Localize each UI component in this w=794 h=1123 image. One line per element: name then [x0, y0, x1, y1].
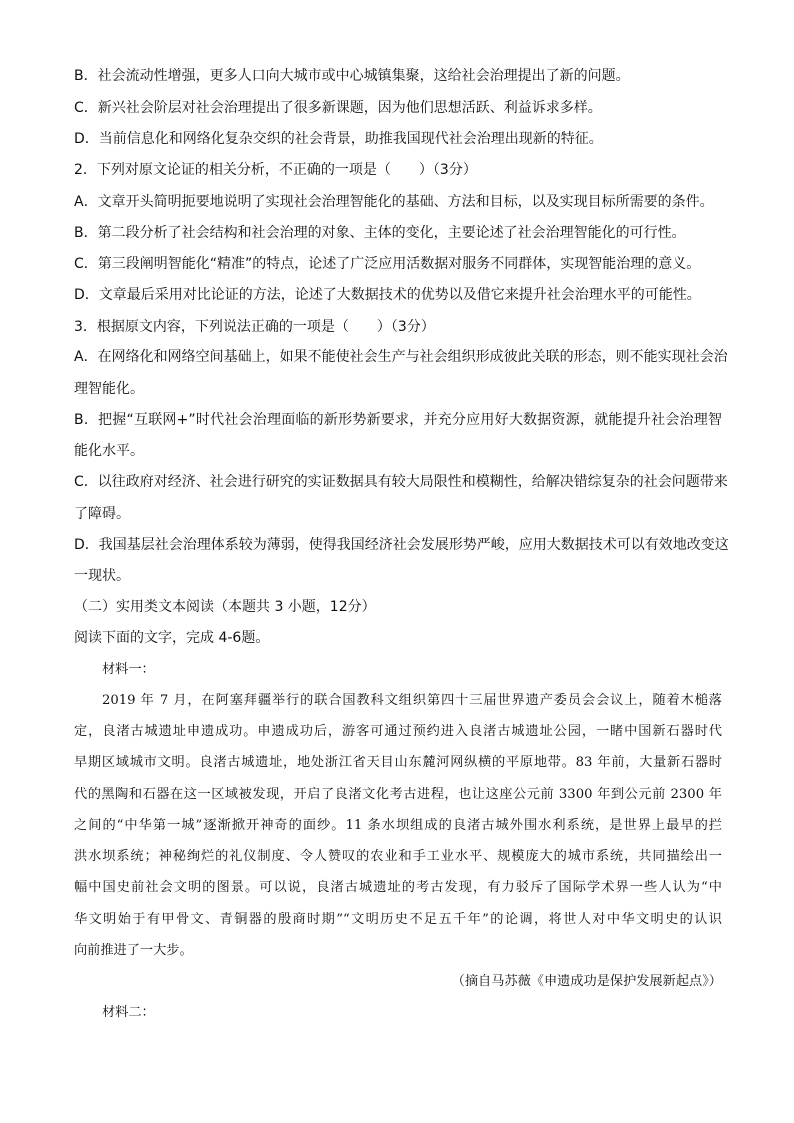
q3-option-c-line1: C．以往政府对经济、社会进行研究的实证数据具有较大局限性和模糊性，给解决错综复杂的社会问题带来 [74, 474, 728, 490]
material1-line: 华文明始于有甲骨文、青铜器的殷商时期”“文明历史不足五千年”的论调，将世人对中华文明史的认识 [74, 912, 722, 927]
reading-instruction: 阅读下面的文字，完成 4-6题。 [74, 630, 270, 646]
material1-source: （摘自马苏薇《申遗成功是保护发展新起点》） [451, 974, 722, 989]
material1-line: 之间的“中华第一城”逐渐掀开神奇的面纱。11 条水坝组成的良渚古城外围水利系统，是世界上最早的拦 [74, 818, 722, 833]
material1-label: 材料一： [102, 662, 155, 677]
material1-line: 向前推进了一大步。 [74, 943, 193, 958]
q3-option-d-line1: D．我国基层社会治理体系较为薄弱，使得我国经济社会发展形势严峻，应用大数据技术可以有效地改变这 [74, 537, 729, 553]
material1-line: 定，良渚古城遗址申遗成功。申遗成功后，游客可通过预约进入良渚古城遗址公园，一睹中国新石器时代 [74, 724, 722, 739]
q1-option-d: D．当前信息化和网络化复杂交织的社会背景，助推我国现代社会治理出现新的特征。 [74, 131, 603, 147]
q2-option-a: A．文章开头简明扼要地说明了实现社会治理智能化的基础、方法和目标，以及实现目标所需要的条件。 [74, 194, 714, 210]
q2-option-c: C．第三段阐明智能化“精准”的特点，论述了广泛应用活数据对服务不同群体，实现智能治理的意义。 [74, 256, 701, 272]
material1-line: 代的黑陶和石器在这一区域被发现，开启了良渚文化考古进程，也让这座公元前 3300 年到公元前 2300 年 [74, 787, 722, 802]
material1-line: 洪水坝系统；神秘绚烂的礼仪制度、令人赞叹的农业和手工业水平、规模庞大的城市系统，共同描绘出一 [74, 849, 722, 864]
q3-option-a-line2: 理智能化。 [74, 381, 144, 397]
material1-line: 2019 年 7 月，在阿塞拜疆举行的联合国教科文组织第四十三届世界遗产委员会会议上，随着木槌落 [102, 693, 722, 708]
section-heading: （二）实用类文本阅读（本题共 3 小题，12分） [74, 599, 376, 615]
q3-option-b-line1: B．把握“互联网+”时代社会治理面临的新形势新要求，并充分应用好大数据资源，就能提升社会治理智 [74, 412, 722, 428]
q2-option-b: B．第二段分析了社会结构和社会治理的对象、主体的变化，主要论述了社会治理智能化的可行性。 [74, 225, 686, 241]
q2-option-d: D．文章最后采用对比论证的方法，论述了大数据技术的优势以及借它来提升社会治理水平的可能性。 [74, 287, 701, 303]
material1-line: 幅中国史前社会文明的图景。可以说，良渚古城遗址的考古发现，有力驳斥了国际学术界一些人认为“中 [74, 880, 722, 895]
q1-option-b: B．社会流动性增强，更多人口向大城市或中心城镇集聚，这给社会治理提出了新的问题。 [74, 68, 630, 84]
q2-stem: 2．下列对原文论证的相关分析，不正确的一项是（ ）（3分） [74, 162, 477, 178]
q3-stem: 3．根据原文内容，下列说法正确的一项是（ ）（3分） [74, 319, 435, 335]
material2-label: 材料二： [102, 1005, 155, 1020]
q3-option-d-line2: 一现状。 [74, 568, 130, 584]
material1-line: 早期区域城市文明。良渚古城遗址，地处浙江省天目山东麓河网纵横的平原地带。83 年前，大量新石器时 [74, 755, 722, 770]
q3-option-b-line2: 能化水平。 [74, 443, 144, 459]
q3-option-a-line1: A．在网络化和网络空间基础上，如果不能使社会生产与社会组织形成彼此关联的形态，则不能实现社会治 [74, 349, 728, 365]
q3-option-c-line2: 了障碍。 [74, 506, 130, 522]
q1-option-c: C．新兴社会阶层对社会治理提出了很多新课题，因为他们思想活跃、利益诉求多样。 [74, 100, 602, 116]
